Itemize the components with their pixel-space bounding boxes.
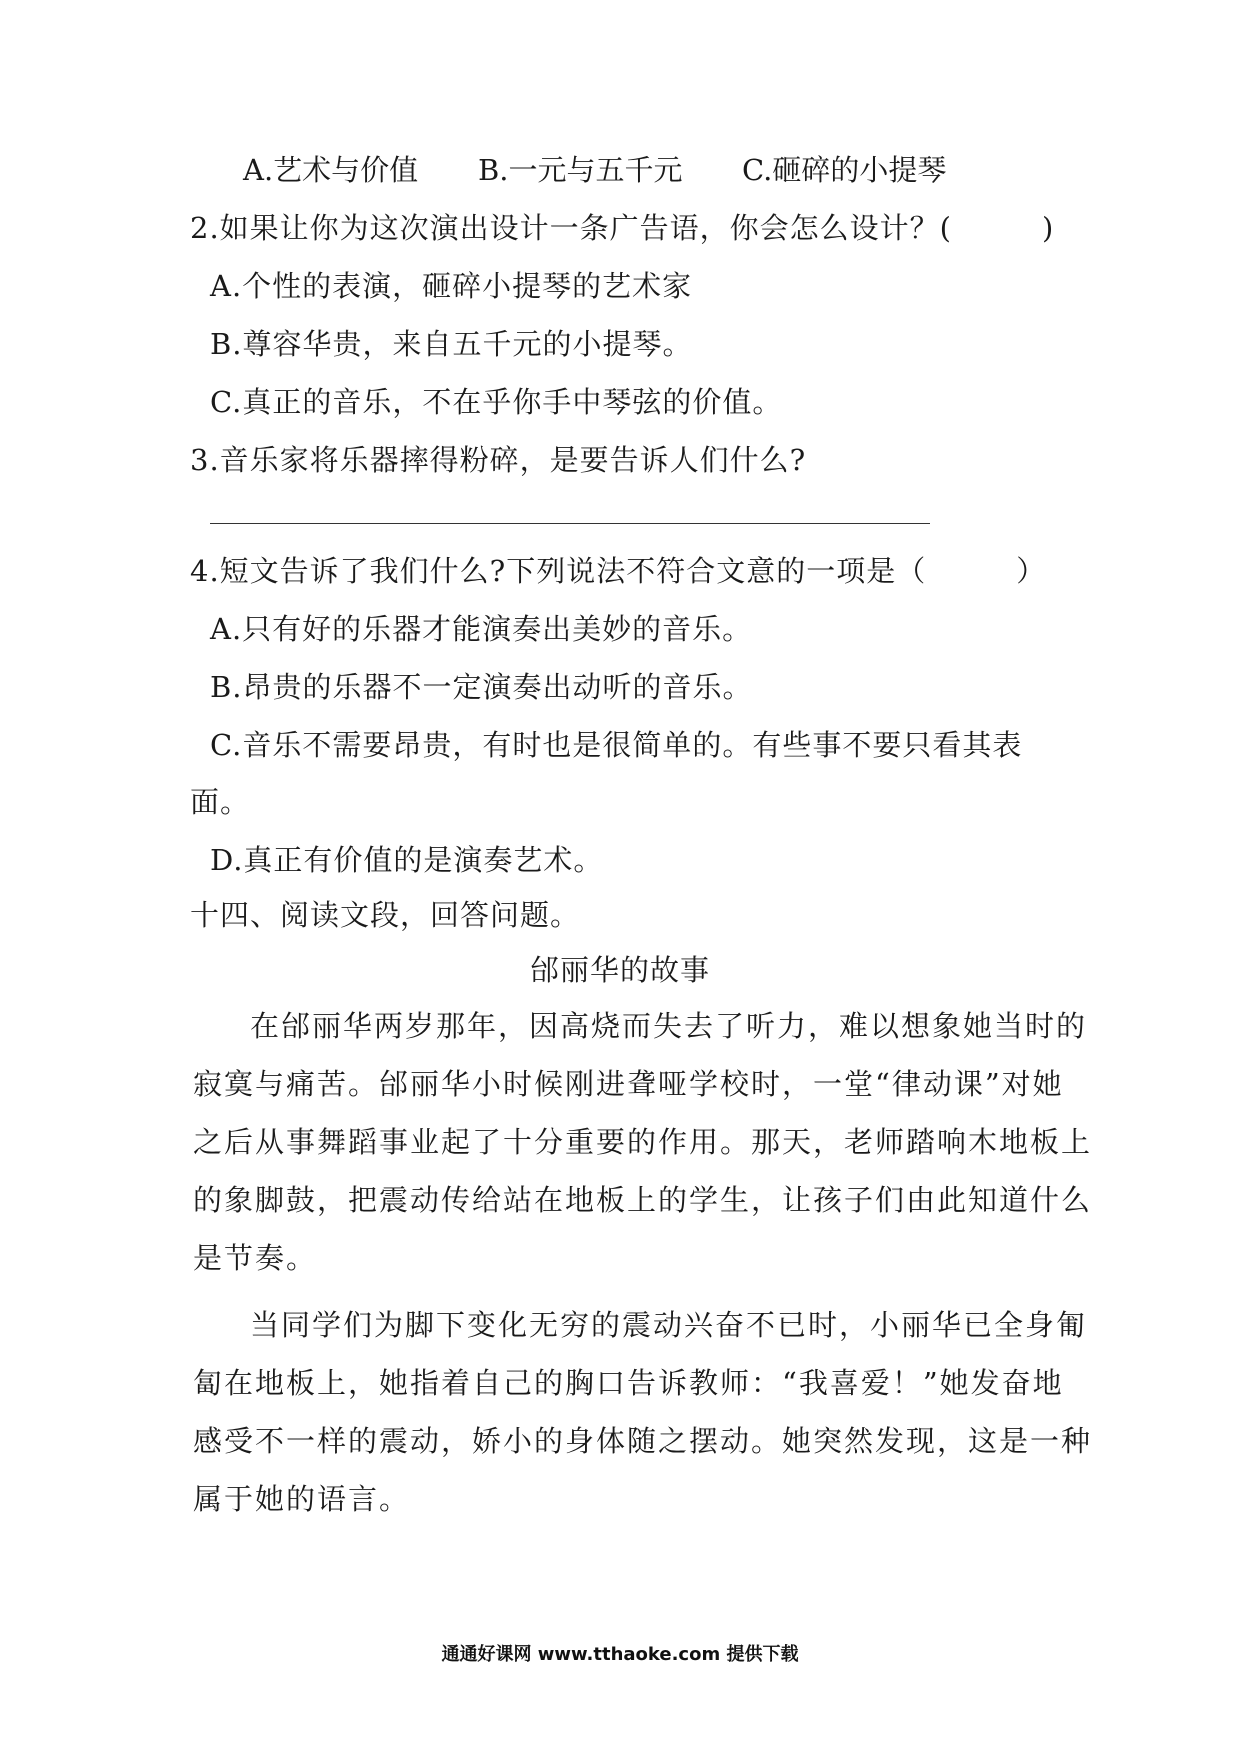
para2-line-3: 感受不一样的震动，娇小的身体随之摆动。她突然发现，这是一种 — [193, 1424, 1093, 1458]
q2-option-b: B.尊容华贵，来自五千元的小提琴。 — [210, 327, 693, 361]
q1-option-a: A.艺术与价值 — [243, 153, 419, 187]
q1-option-b: B.一元与五千元 — [478, 153, 683, 187]
q4-option-d: D.真正有价值的是演奏艺术。 — [210, 843, 604, 877]
para1-line-1: 在邰丽华两岁那年，因高烧而失去了听力，难以想象她当时的 — [250, 1009, 1088, 1043]
para2-line-2: 匐在地板上，她指着自己的胸口告诉教师：“我喜爱！”她发奋地 — [193, 1366, 1064, 1400]
q1-option-c: C.砸碎的小提琴 — [742, 153, 947, 187]
q2-option-c: C.真正的音乐，不在乎你手中琴弦的价值。 — [210, 385, 783, 419]
story-title: 邰丽华的故事 — [529, 953, 710, 987]
para1-line-5: 是节奏。 — [193, 1241, 318, 1275]
para1-line-2: 寂寞与痛苦。邰丽华小时候刚进聋哑学校时，一堂“律动课”对她 — [193, 1067, 1064, 1101]
para1-line-4: 的象脚鼓，把震动传给站在地板上的学生，让孩子们由此知道什么 — [193, 1183, 1093, 1217]
q4-option-c-continuation: 面。 — [190, 785, 251, 819]
para2-line-1: 当同学们为脚下变化无穷的震动兴奋不已时，小丽华已全身匍 — [250, 1308, 1088, 1342]
para2-line-4: 属于她的语言。 — [193, 1482, 411, 1516]
q4-question: 4.短文告诉了我们什么?下列说法不符合文意的一项是（ ） — [190, 554, 1047, 588]
q4-option-b: B.昂贵的乐器不一定演奏出动听的音乐。 — [210, 670, 753, 704]
q2-question: 2.如果让你为这次演出设计一条广告语，你会怎么设计？( ) — [190, 211, 1055, 245]
q4-option-c: C.音乐不需要昂贵，有时也是很简单的。有些事不要只看其表 — [210, 728, 1023, 762]
q3-answer-line — [210, 523, 930, 524]
section-heading: 十四、阅读文段，回答问题。 — [190, 898, 581, 932]
footer-download-notice: 通通好课网 www.tthaoke.com 提供下载 — [441, 1644, 799, 1665]
q4-option-a: A.只有好的乐器才能演奏出美妙的音乐。 — [210, 612, 753, 646]
q2-option-a: A.个性的表演，砸碎小提琴的艺术家 — [210, 269, 693, 303]
q3-question: 3.音乐家将乐器摔得粉碎，是要告诉人们什么? — [190, 443, 807, 477]
para1-line-3: 之后从事舞蹈事业起了十分重要的作用。那天，老师踏响木地板上 — [193, 1125, 1093, 1159]
